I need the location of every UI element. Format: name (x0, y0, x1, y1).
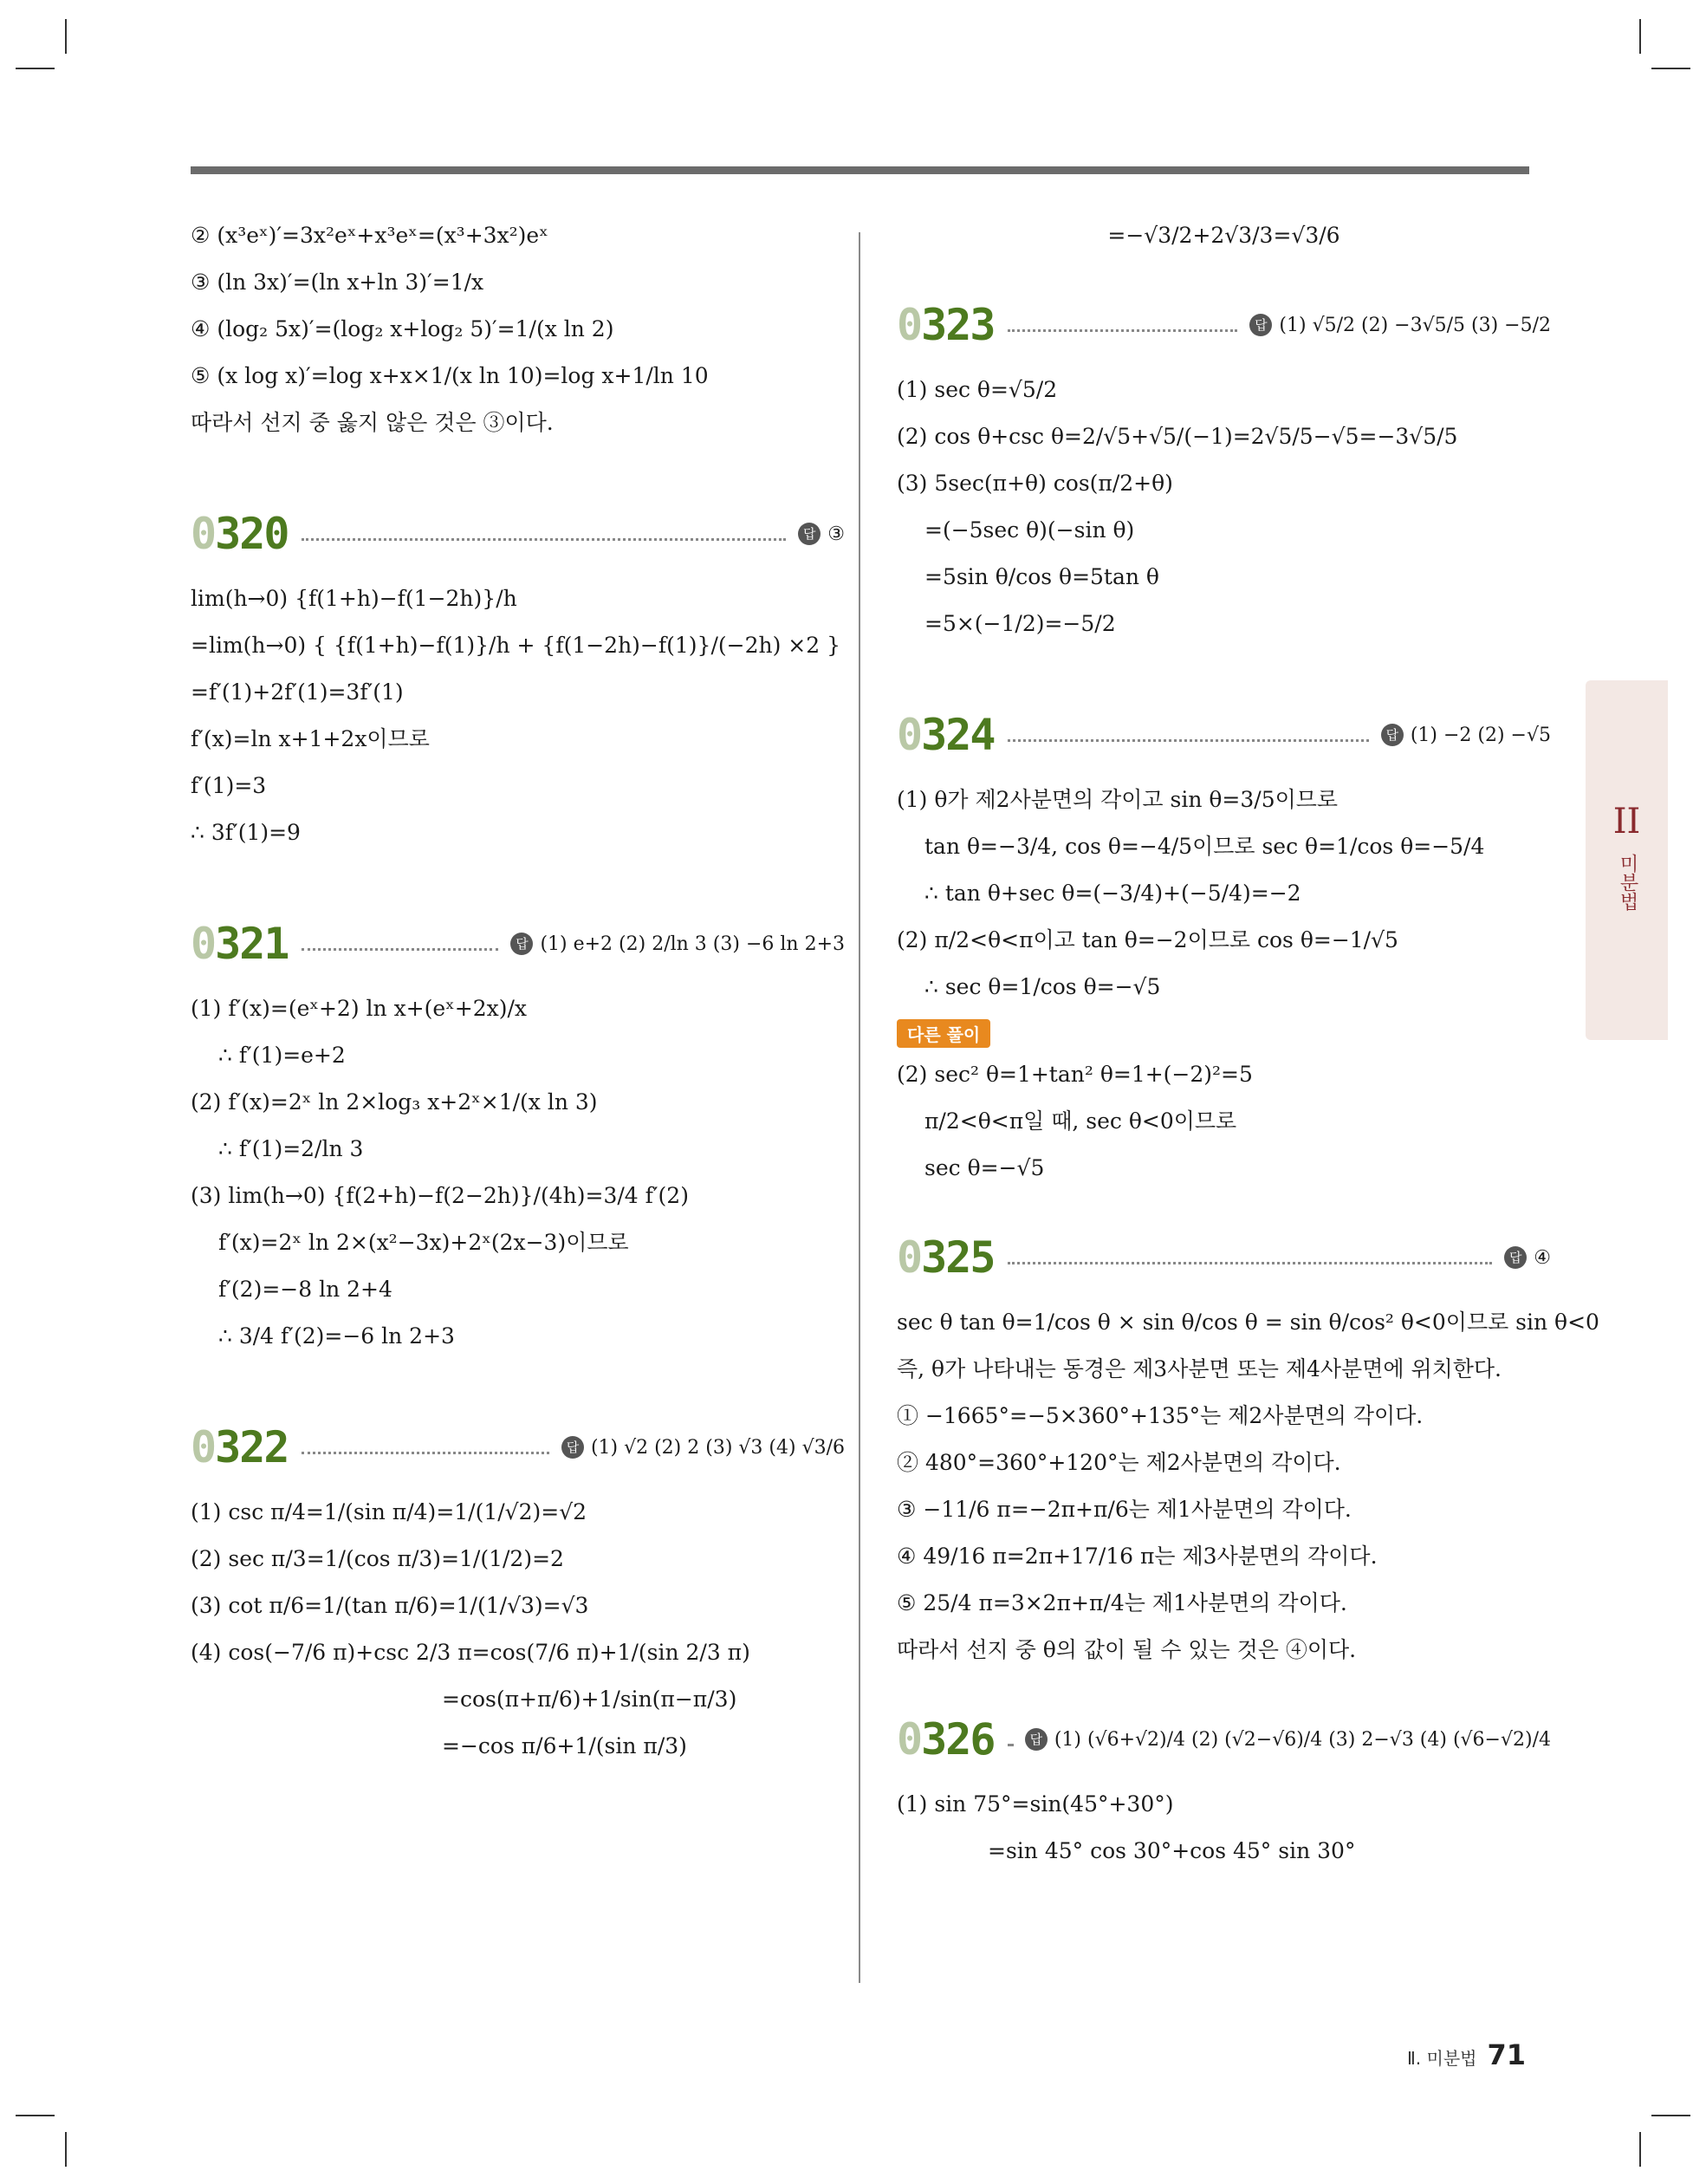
answer-icon: 답 (510, 933, 533, 955)
dotted-leader (302, 948, 498, 951)
solution-line: (2) π/2<θ<π이고 tan θ=−2이므로 cos θ=−1/√5 (897, 927, 1398, 952)
dotted-leader (302, 1452, 549, 1454)
solution-line: (3) cot π/6=1/(tan π/6)=1/(1/√3)=√3 (191, 1593, 589, 1618)
chapter-side-tab (1586, 680, 1668, 1040)
solution-line: ∴ sec θ=1/cos θ=−√5 (924, 974, 1161, 999)
solution-line: ① −1665°=−5×360°+135°는 제2사분면의 각이다. (897, 1403, 1424, 1428)
solution-line: (1) sin 75°=sin(45°+30°) (897, 1791, 1174, 1817)
solution-line: =cos(π+π/6)+1/sin(π−π/3) (442, 1687, 737, 1712)
answer-icon: 답 (1025, 1728, 1048, 1751)
problem-number: 0323 (897, 300, 995, 350)
answer-icon: 답 (1249, 314, 1272, 336)
solution-line: (1) sec θ=√5/2 (897, 377, 1058, 402)
solution-319-continued (191, 221, 845, 438)
answer-text: ④ (1534, 1246, 1551, 1269)
solution-line: f′(x)=ln x+1+2x이므로 (191, 726, 430, 751)
solution-line: =−cos π/6+1/(sin π/3) (442, 1733, 687, 1758)
problem-header (897, 1226, 1551, 1289)
chapter-tab-label: 미분법 (1617, 854, 1638, 911)
crop-mark (16, 2115, 55, 2116)
solution-line: f′(x)=2ˣ ln 2×(x²−3x)+2ˣ(2x−3)이므로 (218, 1230, 629, 1255)
solution-line: ③ −11/6 π=−2π+π/6는 제1사분면의 각이다. (897, 1497, 1352, 1522)
chapter-roman-numeral: II (1612, 802, 1641, 842)
left-column (191, 221, 845, 1778)
solution-line: 따라서 선지 중 옳지 않은 것은 ③이다. (191, 410, 554, 435)
solution-line: f′(1)=3 (191, 773, 267, 798)
crop-mark (1651, 68, 1690, 69)
problem-header (897, 704, 1551, 766)
answer-icon: 답 (1504, 1246, 1527, 1269)
solution-line: ④ (log₂ 5x)′=(log₂ x+log₂ 5)′=1/(x ln 2) (191, 316, 614, 341)
page-footer (1407, 2038, 1526, 2071)
solution-line: ② 480°=360°+120°는 제2사분면의 각이다. (897, 1450, 1341, 1475)
dotted-leader (302, 538, 786, 541)
solution-line: f′(2)=−8 ln 2+4 (218, 1277, 392, 1302)
answer-icon: 답 (1381, 724, 1404, 746)
problem-322 (191, 1416, 845, 1761)
problem-324 (897, 704, 1551, 1183)
problem-number: 0325 (897, 1232, 995, 1283)
top-rule (191, 166, 1529, 174)
solution-322-continued (897, 221, 1551, 250)
problem-header (897, 294, 1551, 356)
solution-line: (3) lim(h→0) {f(2+h)−f(2−2h)}/(4h)=3/4 f′(2) (191, 1183, 689, 1208)
problem-number: 0326 (897, 1714, 995, 1765)
problem-header (191, 503, 845, 565)
solution-line: 즉, θ가 나타내는 동경은 제3사분면 또는 제4사분면에 위치한다. (897, 1356, 1502, 1381)
answer-block (798, 523, 845, 545)
solution-line: ∴ tan θ+sec θ=(−3/4)+(−5/4)=−2 (924, 881, 1301, 906)
solution-line: sec θ=−√5 (924, 1155, 1045, 1180)
solution-line: =5sin θ/cos θ=5tan θ (924, 564, 1159, 589)
answer-block (1025, 1728, 1551, 1751)
problem-header (191, 913, 845, 975)
solution-line: sec θ tan θ=1/cos θ × sin θ/cos θ = sin θ/cos² θ<0이므로 sin θ<0 (897, 1310, 1599, 1335)
solution-line: =(−5sec θ)(−sin θ) (924, 517, 1135, 543)
problem-header (897, 1708, 1551, 1771)
solution-line: ∴ f′(1)=2/ln 3 (218, 1136, 364, 1161)
answer-text: (1) e+2 (2) 2/ln 3 (3) −6 ln 2+3 (540, 933, 845, 955)
solution-line: ∴ 3/4 f′(2)=−6 ln 2+3 (218, 1323, 455, 1349)
problem-number: 0324 (897, 710, 995, 760)
dotted-leader (1008, 1262, 1492, 1264)
dotted-leader (1008, 329, 1237, 332)
solution-line: =sin 45° cos 30°+cos 45° sin 30° (988, 1838, 1356, 1863)
answer-icon: 답 (798, 523, 821, 545)
solution-line: =f′(1)+2f′(1)=3f′(1) (191, 679, 404, 705)
solution-line: ④ 49/16 π=2π+17/16 π는 제3사분면의 각이다. (897, 1544, 1378, 1569)
solution-line: =5×(−1/2)=−5/2 (924, 611, 1116, 636)
solution-line: =lim(h→0) { {f(1+h)−f(1)}/h + {f(1−2h)−f(1)}/(−2h) ×2 } (191, 633, 840, 658)
solution-line: ∴ 3f′(1)=9 (191, 820, 301, 845)
answer-block (1249, 314, 1551, 336)
solution-line: ② (x³eˣ)′=3x²eˣ+x³eˣ=(x³+3x²)eˣ (191, 223, 548, 248)
solution-line: π/2<θ<π일 때, sec θ<0이므로 (924, 1108, 1237, 1134)
crop-mark (1639, 2132, 1641, 2167)
solution-line: ∴ f′(1)=e+2 (218, 1043, 346, 1068)
solution-line: (2) sec² θ=1+tan² θ=1+(−2)²=5 (897, 1062, 1253, 1087)
solution-line: ③ (ln 3x)′=(ln x+ln 3)′=1/x (191, 270, 484, 295)
alt-solution-badge: 다른 풀이 (897, 1019, 990, 1048)
answer-text: (1) √5/2 (2) −3√5/5 (3) −5/2 (1279, 314, 1551, 336)
page-number: 71 (1487, 2038, 1526, 2071)
answer-block (561, 1436, 845, 1459)
solution-line: 따라서 선지 중 θ의 값이 될 수 있는 것은 ④이다. (897, 1637, 1357, 1662)
solution-line: ⑤ 25/4 π=3×2π+π/4는 제1사분면의 각이다. (897, 1590, 1347, 1615)
dotted-leader (1008, 1744, 1012, 1746)
answer-text: (1) −2 (2) −√5 (1410, 724, 1551, 746)
solution-line: (2) sec π/3=1/(cos π/3)=1/(1/2)=2 (191, 1546, 564, 1571)
problem-number: 0322 (191, 1422, 289, 1472)
answer-text: ③ (827, 523, 845, 545)
dotted-leader (1008, 739, 1368, 742)
crop-mark (16, 68, 55, 69)
problem-320 (191, 503, 845, 848)
answer-icon: 답 (561, 1436, 584, 1459)
solution-line: (1) csc π/4=1/(sin π/4)=1/(1/√2)=√2 (191, 1499, 587, 1524)
solution-line: (1) f′(x)=(eˣ+2) ln x+(eˣ+2x)/x (191, 996, 528, 1021)
solution-line: (4) cos(−7/6 π)+csc 2/3 π=cos(7/6 π)+1/(sin 2/3 π) (191, 1640, 750, 1665)
crop-mark (1651, 2115, 1690, 2116)
problem-header (191, 1416, 845, 1479)
answer-text: (1) (√6+√2)/4 (2) (√2−√6)/4 (3) 2−√3 (4) (√6−√2)/4 (1054, 1728, 1551, 1751)
solution-line: (2) f′(x)=2ˣ ln 2×log₃ x+2ˣ×1/(x ln 3) (191, 1089, 598, 1115)
column-divider (859, 232, 860, 1983)
crop-mark (65, 19, 67, 54)
solution-line: (1) θ가 제2사분면의 각이고 sin θ=3/5이므로 (897, 787, 1339, 812)
solution-line: ⑤ (x log x)′=log x+x×1/(x ln 10)=log x+1/ln 10 (191, 363, 709, 388)
solution-line: =−√3/2+2√3/3=√3/6 (1107, 223, 1340, 248)
answer-block (510, 933, 845, 955)
footer-chapter: Ⅱ. 미분법 (1406, 2048, 1477, 2069)
solution-line: tan θ=−3/4, cos θ=−4/5이므로 sec θ=1/cos θ=−5/4 (924, 834, 1485, 859)
problem-number: 0321 (191, 919, 289, 969)
problem-323 (897, 294, 1551, 639)
answer-block (1504, 1246, 1551, 1269)
problem-321 (191, 913, 845, 1351)
problem-number: 0320 (191, 509, 289, 559)
right-column (897, 221, 1599, 1883)
crop-mark (1639, 19, 1641, 54)
solution-line: (2) cos θ+csc θ=2/√5+√5/(−1)=2√5/5−√5=−3√5/5 (897, 424, 1458, 449)
solution-line: (3) 5sec(π+θ) cos(π/2+θ) (897, 471, 1173, 496)
crop-mark (65, 2132, 67, 2167)
problem-325 (897, 1226, 1599, 1665)
answer-text: (1) √2 (2) 2 (3) √3 (4) √3/6 (590, 1436, 845, 1459)
solution-line: lim(h→0) {f(1+h)−f(1−2h)}/h (191, 586, 517, 611)
answer-block (1381, 724, 1551, 746)
problem-326 (897, 1708, 1551, 1866)
